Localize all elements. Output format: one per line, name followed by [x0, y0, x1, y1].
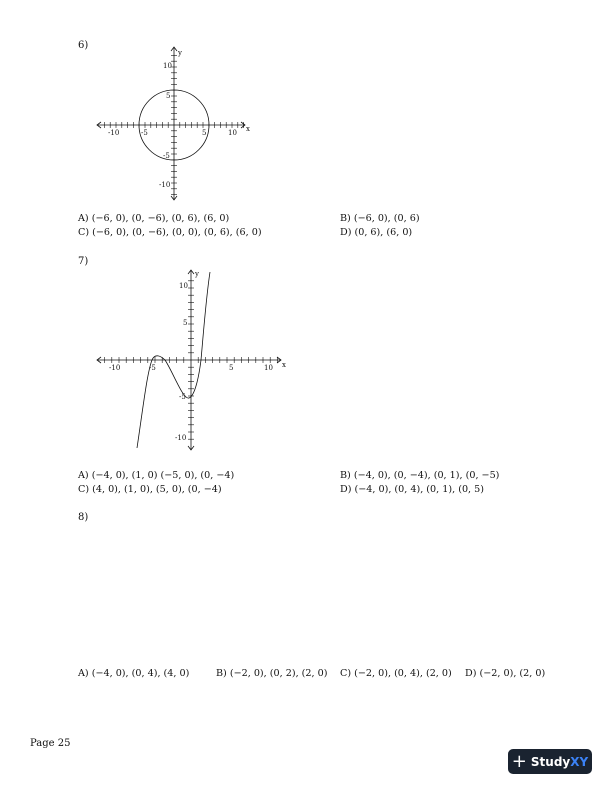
logo-text-accent: XY — [570, 754, 589, 769]
q6-choice-c: C) (−6, 0), (0, −6), (0, 0), (0, 6), (6, 0) — [78, 227, 262, 238]
q8-choice-b: B) (−2, 0), (0, 2), (2, 0) — [216, 668, 328, 679]
q7-ytick-5: 5 — [183, 319, 188, 327]
q8-choice-c: C) (−2, 0), (0, 4), (2, 0) — [340, 668, 452, 679]
q6-choice-d: D) (0, 6), (6, 0) — [340, 227, 413, 238]
q7-xtick-10: 10 — [264, 364, 273, 372]
q6-xtick-5: 5 — [202, 129, 207, 137]
q6-xtick-neg5: -5 — [141, 129, 148, 137]
q7-x-label: x — [282, 361, 286, 369]
q7-ytick-neg5: -5 — [179, 393, 186, 401]
q8-choice-d: D) (−2, 0), (2, 0) — [465, 668, 546, 679]
q7-y-label: y — [195, 270, 199, 278]
question-7-graph — [95, 268, 295, 453]
q6-ytick-5: 5 — [166, 92, 171, 100]
q7-xtick-5: 5 — [229, 364, 234, 372]
q6-ytick-neg5: -5 — [163, 152, 170, 160]
q6-xtick-10: 10 — [228, 129, 237, 137]
q6-choice-b: B) (−6, 0), (0, 6) — [340, 213, 420, 224]
q6-y-label: y — [178, 49, 182, 57]
q7-choice-b: B) (−4, 0), (0, −4), (0, 1), (0, −5) — [340, 470, 500, 481]
question-8-number: 8) — [78, 512, 89, 523]
q8-choice-a: A) (−4, 0), (0, 4), (4, 0) — [78, 668, 190, 679]
q7-xtick-neg10: -10 — [109, 364, 121, 372]
q7-xtick-neg5: -5 — [149, 364, 156, 372]
q6-ytick-neg10: -10 — [159, 181, 171, 189]
logo-text-main: Study — [530, 754, 571, 769]
q7-choice-d: D) (−4, 0), (0, 4), (0, 1), (0, 5) — [340, 484, 484, 495]
page-number: Page 25 — [30, 738, 71, 749]
q7-ytick-10: 10 — [179, 282, 188, 290]
question-6-graph — [95, 45, 265, 205]
q7-ytick-neg10: -10 — [175, 434, 187, 442]
q6-choice-a: A) (−6, 0), (0, −6), (0, 6), (6, 0) — [78, 213, 230, 224]
q6-x-label: x — [246, 125, 250, 133]
q6-xtick-neg10: -10 — [108, 129, 120, 137]
question-7-number: 7) — [78, 256, 89, 267]
plus-icon: + — [511, 750, 527, 772]
studyxy-logo[interactable] — [508, 749, 592, 774]
q7-choice-c: C) (4, 0), (1, 0), (5, 0), (0, −4) — [78, 484, 222, 495]
q7-choice-a: A) (−4, 0), (1, 0) (−5, 0), (0, −4) — [78, 470, 235, 481]
question-6-number: 6) — [78, 40, 89, 51]
q6-ytick-10: 10 — [163, 62, 172, 70]
